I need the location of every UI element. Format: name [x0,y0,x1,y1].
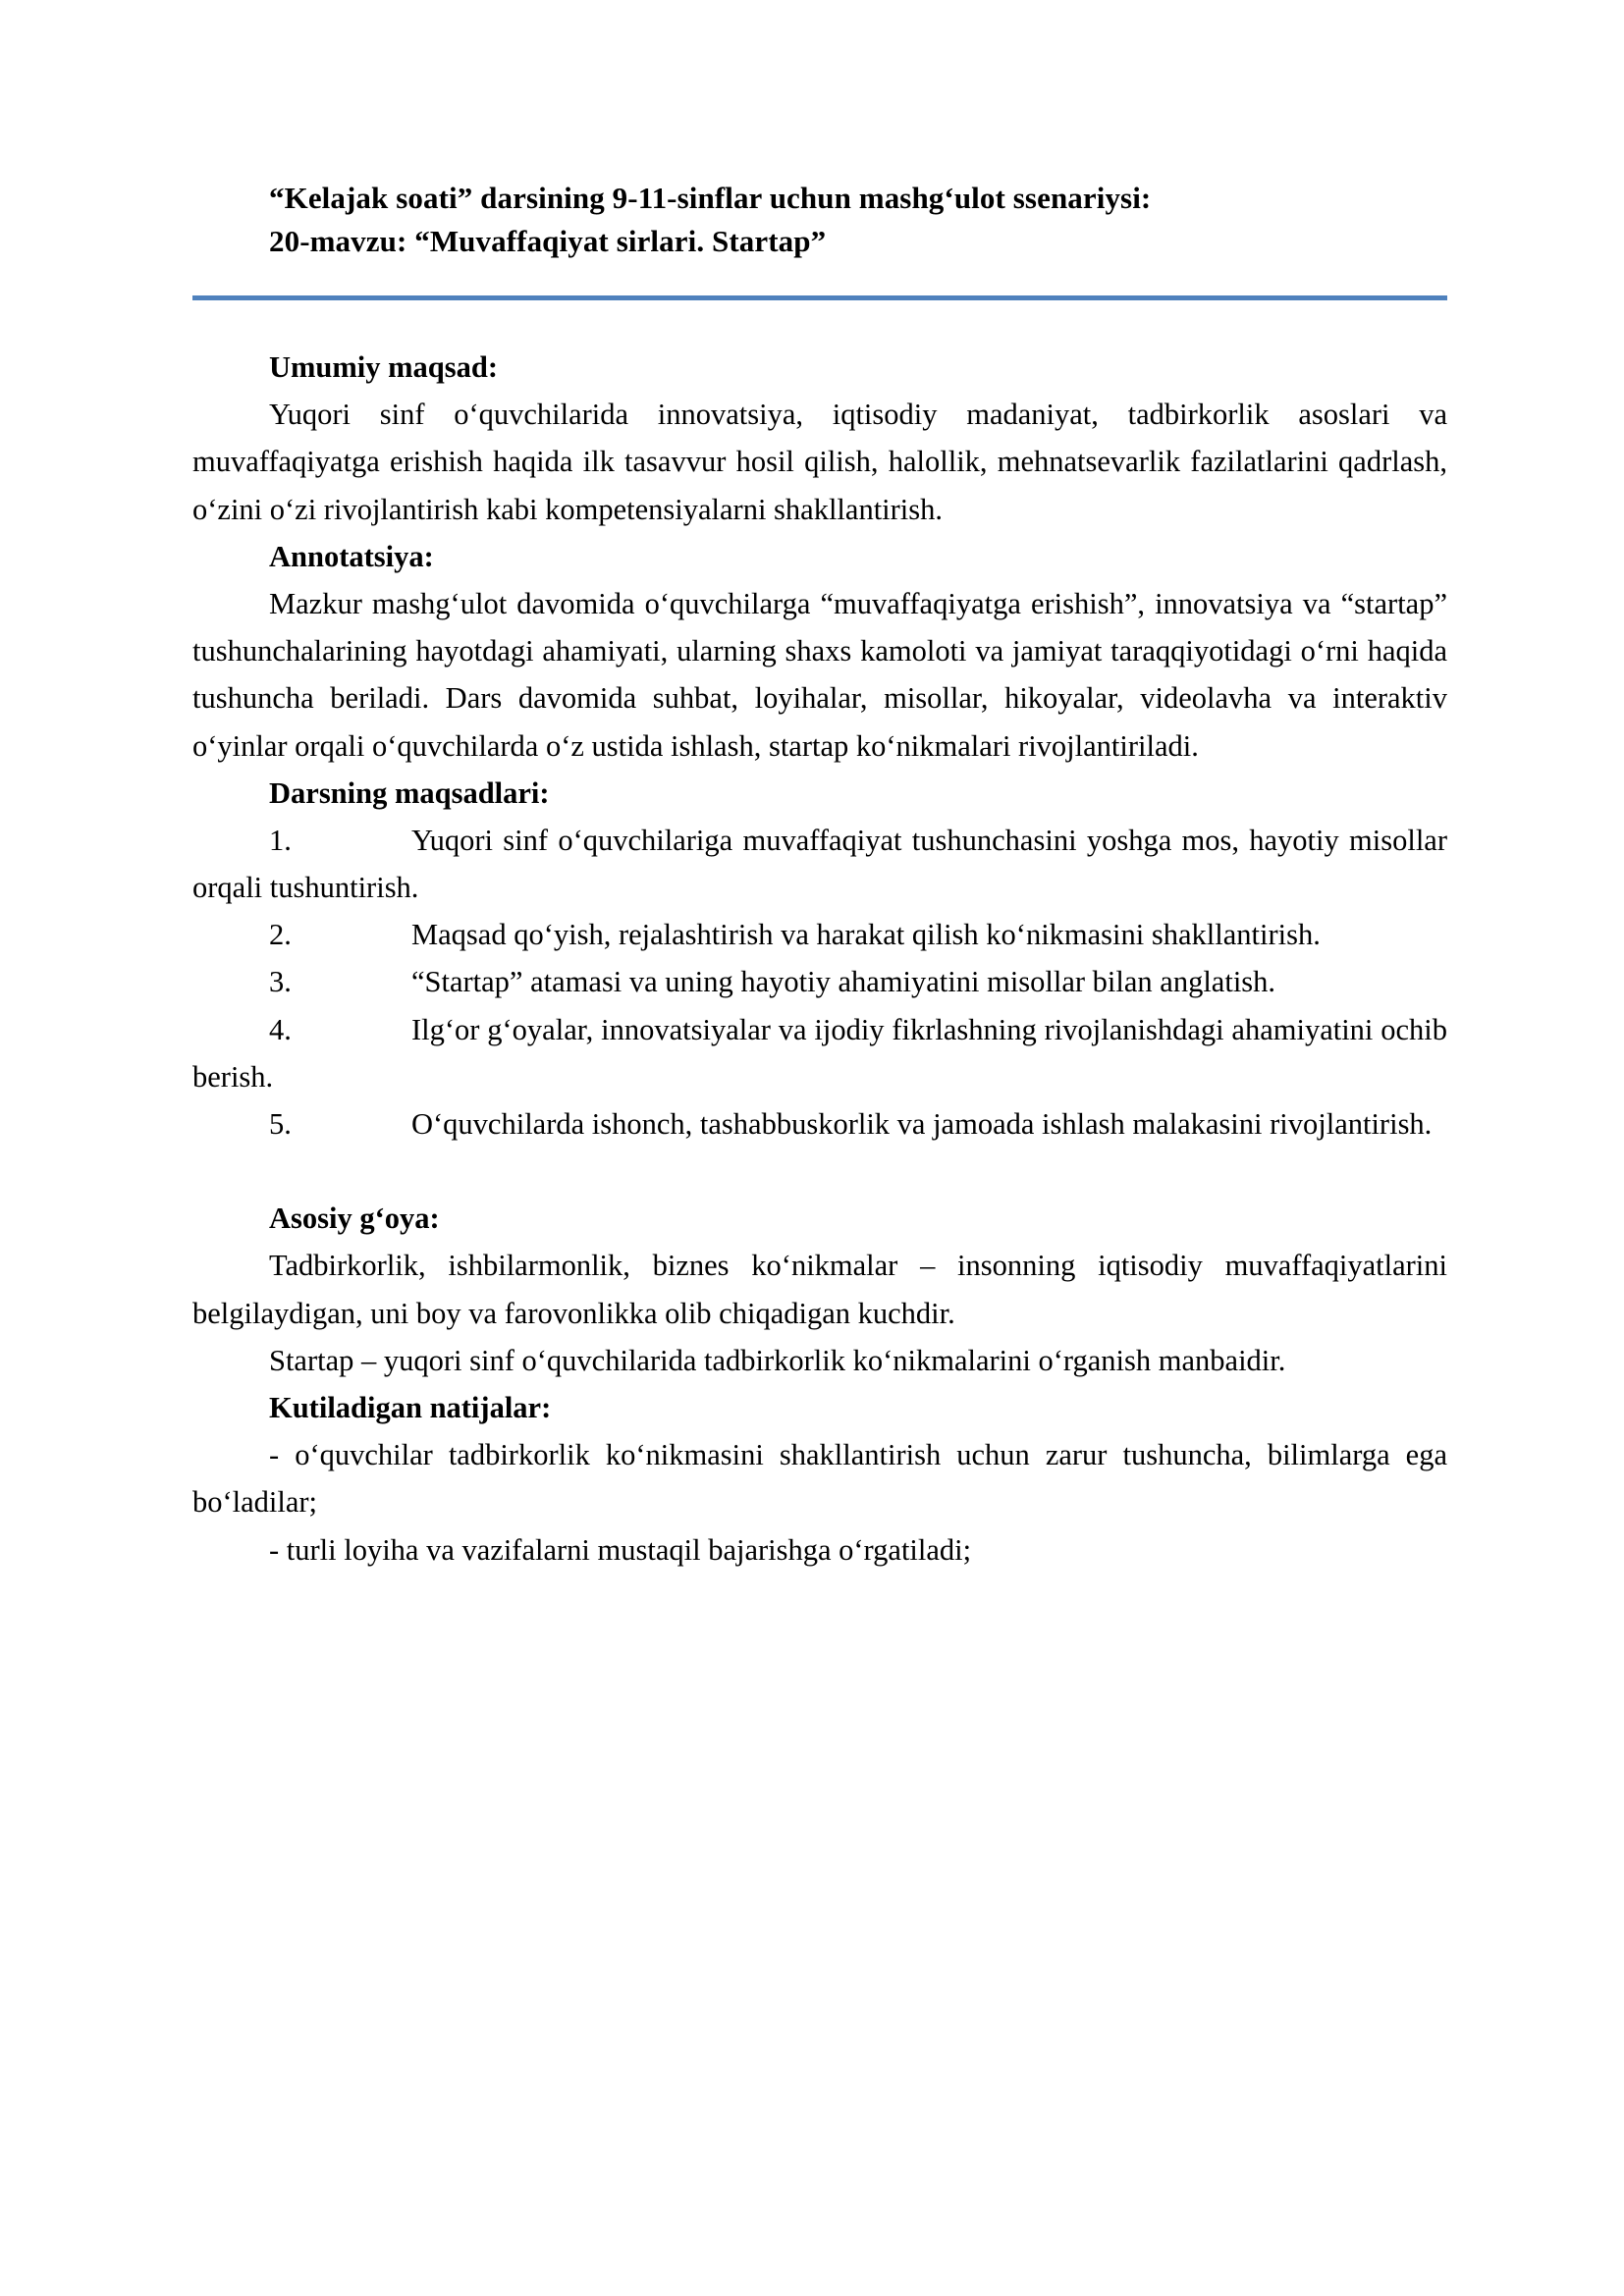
list-item-number: 3. [269,965,292,999]
list-item-number: 2. [269,918,292,952]
section-heading-annotatsiya: Annotatsiya: [269,539,434,573]
result-item: - turli loyiha va vazifalarni mustaqil bajarishga oʻrgatiladi; [269,1532,972,1567]
paragraph-umumiy-maqsad: Yuqori sinf oʻquvchilarida innovatsiya, iqtisodiy madaniyat, tadbirkorlik asoslari va muvaffaqiyatga erishish haqida ilk tasavvur hosil qilish, halollik, mehnatsevarlik fazilatlarini qadrlash, oʻzini oʻzi rivojlantirish kabi kompetensiyalarni shakllantirish. [192,398,1447,526]
list-item-text: “Startap” atamasi va uning hayotiy ahamiyatini misollar bilan anglatish. [411,965,1276,999]
section-heading-umumiy-maqsad: Umumiy maqsad: [269,350,499,385]
section-heading-kutiladigan-natijalar: Kutiladigan natijalar: [269,1390,552,1424]
document-title-line-1: “Kelajak soati” darsining 9-11-sinflar uchun mashgʻulot ssenariysi: [269,181,1152,215]
list-item [192,958,1447,1005]
document-title-line-2: 20-mavzu: “Muvaffaqiyat sirlari. Startap” [269,224,827,259]
list-item-number: 5. [269,1107,292,1142]
list-item [192,911,1447,958]
list-item [192,817,1447,911]
list-item [192,1100,1447,1148]
paragraph-asosiy-goya-2: Startap – yuqori sinf oʻquvchilarida tadbirkorlik koʻnikmalarini oʻrganish manbaidir. [269,1343,1286,1377]
paragraph-annotatsiya: Mazkur mashgʻulot davomida oʻquvchilarga “muvaffaqiyatga erishish”, innovatsiya va “startap” tushunchalarining hayotdagi ahamiyati, ularning shaxs kamoloti va jamiyat taraqqiyotidagi oʻrni haqida tushuncha beriladi. Dars davomida suhbat, loyihalar, misollar, hikoyalar, videolavha va interaktiv oʻyinlar orqali oʻquvchilarda oʻz ustida ishlash, startap koʻnikmalari rivojlantiriladi. [192,586,1447,763]
paragraph-spacer [192,1148,1447,1195]
list-item [192,1006,1447,1100]
list-item-text: Maqsad qoʻyish, rejalashtirish va harakat qilish koʻnikmasini shakllantirish. [411,918,1321,952]
list-item-text: Yuqori sinf oʻquvchilariga muvaffaqiyat tushunchasini yoshga mos, hayotiy misollar orqali tushuntirish. [192,823,1447,905]
document-body [192,344,1447,1574]
list-item-number: 4. [269,1012,292,1046]
result-item: - oʻquvchilar tadbirkorlik koʻnikmasini shakllantirish uchun zarur tushuncha, bilimlarga ega boʻladilar; [192,1438,1447,1520]
list-item-text: Oʻquvchilarda ishonch, tashabbuskorlik va jamoada ishlash malakasini rivojlantirish. [411,1107,1433,1142]
list-item-text: Ilgʻor gʻoyalar, innovatsiyalar va ijodiy fikrlashning rivojlanishdagi ahamiyatini ochib berish. [192,1012,1447,1094]
title-divider-rule [192,295,1447,300]
document-content [192,177,1447,1574]
document-title [192,177,1447,263]
section-heading-asosiy-goya: Asosiy gʻoya: [269,1201,440,1236]
paragraph-asosiy-goya-1: Tadbirkorlik, ishbilarmonlik, biznes koʻnikmalar – insonning iqtisodiy muvaffaqiyatlarini belgilaydigan, uni boy va farovonlikka olib chiqadigan kuchdir. [192,1249,1447,1330]
list-item-number: 1. [269,823,292,857]
section-heading-darsning-maqsadlari: Darsning maqsadlari: [269,775,550,810]
